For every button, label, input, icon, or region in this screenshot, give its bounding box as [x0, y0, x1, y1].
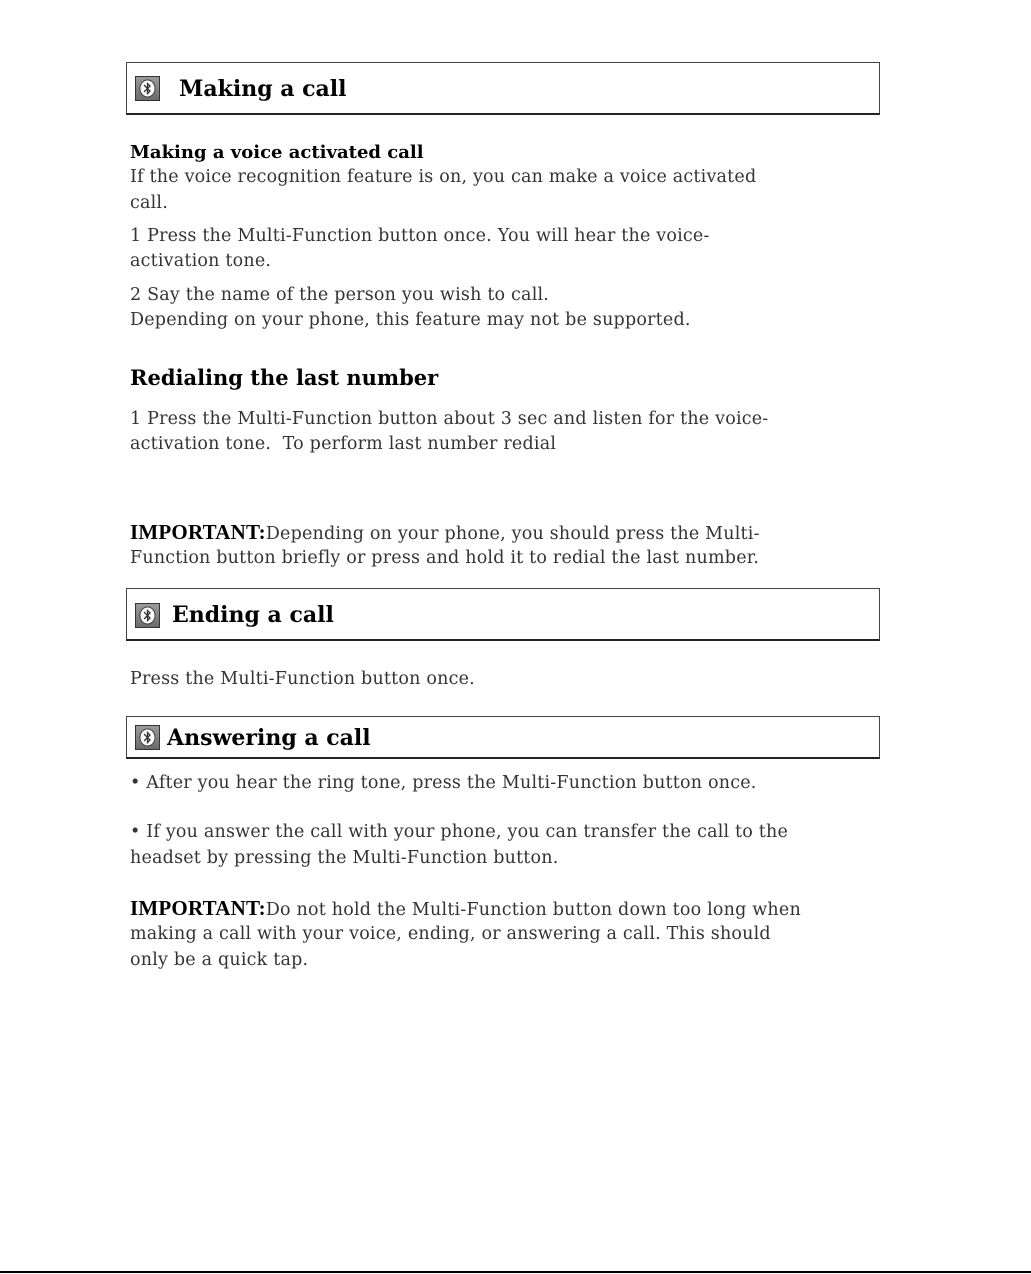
step-1-line: 1 Press the Multi-Function button once. You will hear the voice-: [130, 226, 710, 246]
important-note-redial-line: Function button briefly or press and hold it to redial the last number.: [130, 548, 760, 568]
answering-bullet: • After you hear the ring tone, press the Multi-Function button once.: [130, 773, 757, 793]
redial-heading: Redialing the last number: [130, 365, 439, 390]
step-2-line: 2 Say the name of the person you wish to call.: [130, 285, 550, 305]
step-2-note: Depending on your phone, this feature may not be supported.: [130, 310, 691, 330]
ending-call-text: Press the Multi-Function button once.: [130, 669, 475, 689]
answering-bullet: • If you answer the call with your phone, you can transfer the call to the: [130, 822, 789, 842]
voice-call-text-line: If the voice recognition feature is on, you can make a voice activated: [130, 167, 757, 187]
redial-text-line: 1 Press the Multi-Function button about 3 sec and listen for the voice-: [130, 409, 769, 429]
important-note-answering: [130, 896, 801, 921]
bluetooth-icon: [135, 603, 160, 628]
important-note-answering-line: making a call with your voice, ending, or answering a call. This should: [130, 924, 771, 944]
section-title: Making a call: [179, 76, 347, 102]
section-header-making-call: [126, 62, 880, 115]
important-text: Do not hold the Multi-Function button down too long when: [265, 900, 801, 920]
section-title: Answering a call: [167, 725, 371, 751]
answering-bullet-line: headset by pressing the Multi-Function button.: [130, 848, 559, 868]
important-label: IMPORTANT:: [130, 520, 266, 544]
bluetooth-icon: [135, 76, 160, 101]
important-label: IMPORTANT:: [130, 896, 266, 920]
important-note-redial: [130, 520, 760, 545]
section-header-ending-call: [126, 588, 880, 641]
bluetooth-icon: [135, 725, 160, 750]
step-1-line: activation tone.: [130, 251, 272, 271]
redial-text-line: activation tone. To perform last number redial: [130, 434, 557, 454]
section-title: Ending a call: [172, 602, 334, 628]
voice-call-heading: Making a voice activated call: [130, 142, 424, 163]
important-text: Depending on your phone, you should press the Multi-: [265, 524, 760, 544]
important-note-answering-line: only be a quick tap.: [130, 950, 309, 970]
voice-call-text-line: call.: [130, 193, 168, 213]
footer-rule: [0, 1271, 1031, 1273]
section-header-answering-call: [126, 716, 880, 759]
